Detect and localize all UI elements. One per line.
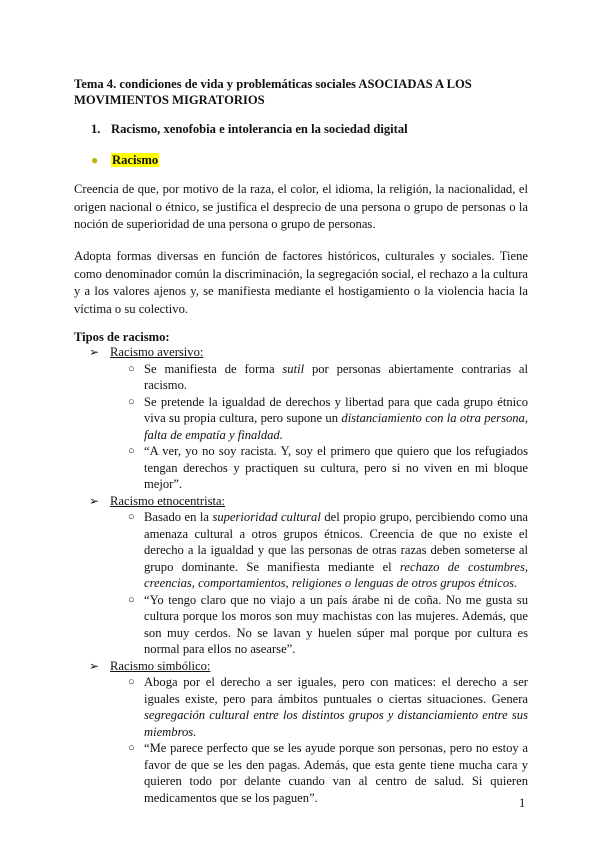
types-heading: Tipos de racismo:: [74, 330, 170, 344]
emphasis-text: segregación cultural entre los distintos grupos y distanciamiento entre sus miembros.: [144, 708, 528, 739]
types-list: [74, 344, 528, 806]
detail-text: del propio grupo, percibiendo como una amenaza cultural a otros grupos étnicos. Creencia de que no existe el derecho a la igualdad y que las personas de otras razas deben someterse al grupo dominante. Se manifiesta mediante el: [144, 510, 529, 574]
type-detail-item: [74, 443, 528, 493]
circle-bullet-icon: ○: [128, 511, 135, 523]
circle-bullet-icon: ○: [128, 676, 135, 688]
type-detail-item: [74, 592, 528, 658]
type-item: [74, 658, 528, 675]
emphasis-text: superioridad cultural: [212, 510, 321, 524]
type-detail-item: [74, 674, 528, 740]
circle-bullet-icon: ○: [128, 445, 135, 457]
type-detail-item: [74, 509, 528, 592]
detail-text: “Yo tengo claro que no viajo a un país árabe ni de coña. No me gusta su cultura porque los moros son muy machistas con las mujeres. Además, que son muy cerdos. No se lavan y huelen súper mal porque por cultura es normal para ellos no asearse”.: [144, 592, 528, 656]
type-detail-item: [74, 740, 528, 806]
circle-bullet-icon: ○: [128, 593, 135, 606]
section-number: 1.: [91, 122, 101, 136]
type-detail-item: [74, 361, 528, 394]
circle-bullet-icon: ○: [128, 395, 135, 408]
emphasis-text: distanciamiento con la otra persona, falta de empatía y finaldad.: [144, 411, 529, 442]
detail-text: “A ver, yo no soy racista. Y, soy el primero que quiero que los refugiados tengan derechos y practiquen su cultura, pero si no viven en mi bloque mejor”.: [144, 444, 528, 491]
detail-text: por personas abiertamente contrarias al racismo.: [144, 361, 528, 392]
circle-bullet-icon: ○: [128, 742, 135, 754]
circle-bullet-icon: ○: [128, 362, 135, 375]
forms-paragraph: Adopta formas diversas en función de factores históricos, culturales y sociales. Tiene como denominador común la discriminación, la segregación social, el rechazo a la cultura y a los valores ajenos y, se manifiesta mediante el hostigamiento o la violencia hacia la víctima o su colectivo.: [74, 249, 528, 316]
type-label: Racismo aversivo:: [110, 345, 204, 359]
type-item: [74, 344, 528, 361]
type-label: Racismo simbólico:: [110, 658, 211, 673]
emphasis-text: rechazo de costumbres, creencias, comportamientos, religiones o lenguas de otros grupos étnicos.: [144, 559, 529, 590]
subsection-title: Racismo: [112, 153, 159, 167]
page-number: 1: [519, 796, 526, 810]
detail-text: Aboga por el derecho a ser iguales, pero con matices: el derecho a ser iguales existe, pero para ámbitos puntuales o ciertas situaciones. Genera: [144, 675, 528, 706]
detail-text: Se manifiesta de forma: [144, 361, 283, 376]
section-title: Racismo, xenofobia e intolerancia en la sociedad digital: [111, 122, 408, 136]
arrow-bullet-icon: ➢: [89, 658, 100, 673]
detail-text: Se pretende la igualdad de derechos y libertad para que cada grupo étnico viva su propia cultura, pero supone un: [144, 394, 528, 425]
definition-paragraph: Creencia de que, por motivo de la raza, el color, el idioma, la religión, la nacionalidad, el origen nacional o étnico, se justifica el desprecio de una persona o grupo de personas o la noción de superioridad de una persona o grupo de personas.: [74, 182, 528, 231]
arrow-bullet-icon: ➢: [89, 493, 100, 508]
section-heading: [91, 122, 408, 137]
arrow-bullet-icon: ➢: [89, 345, 100, 359]
bullet-icon: ●: [91, 153, 99, 167]
detail-text: Basado en la: [144, 510, 213, 524]
document-title: Tema 4. condiciones de vida y problemáticas sociales ASOCIADAS A LOS MOVIMIENTOS MIGRATORIOS: [74, 77, 472, 107]
emphasis-text: sutil: [282, 361, 305, 376]
type-item: [74, 493, 528, 510]
type-label: Racismo etnocentrista:: [110, 493, 226, 508]
detail-text: “Me parece perfecto que se les ayude porque son personas, pero no estoy a favor de que se les den pagas. Además, que esta gente tiene mucha cara y quieren todo por delante cuando van al centro de salud. Si quieren medicamentos que se los paguen”.: [144, 741, 528, 805]
type-detail-item: [74, 394, 528, 444]
subsection-heading: [91, 153, 159, 168]
